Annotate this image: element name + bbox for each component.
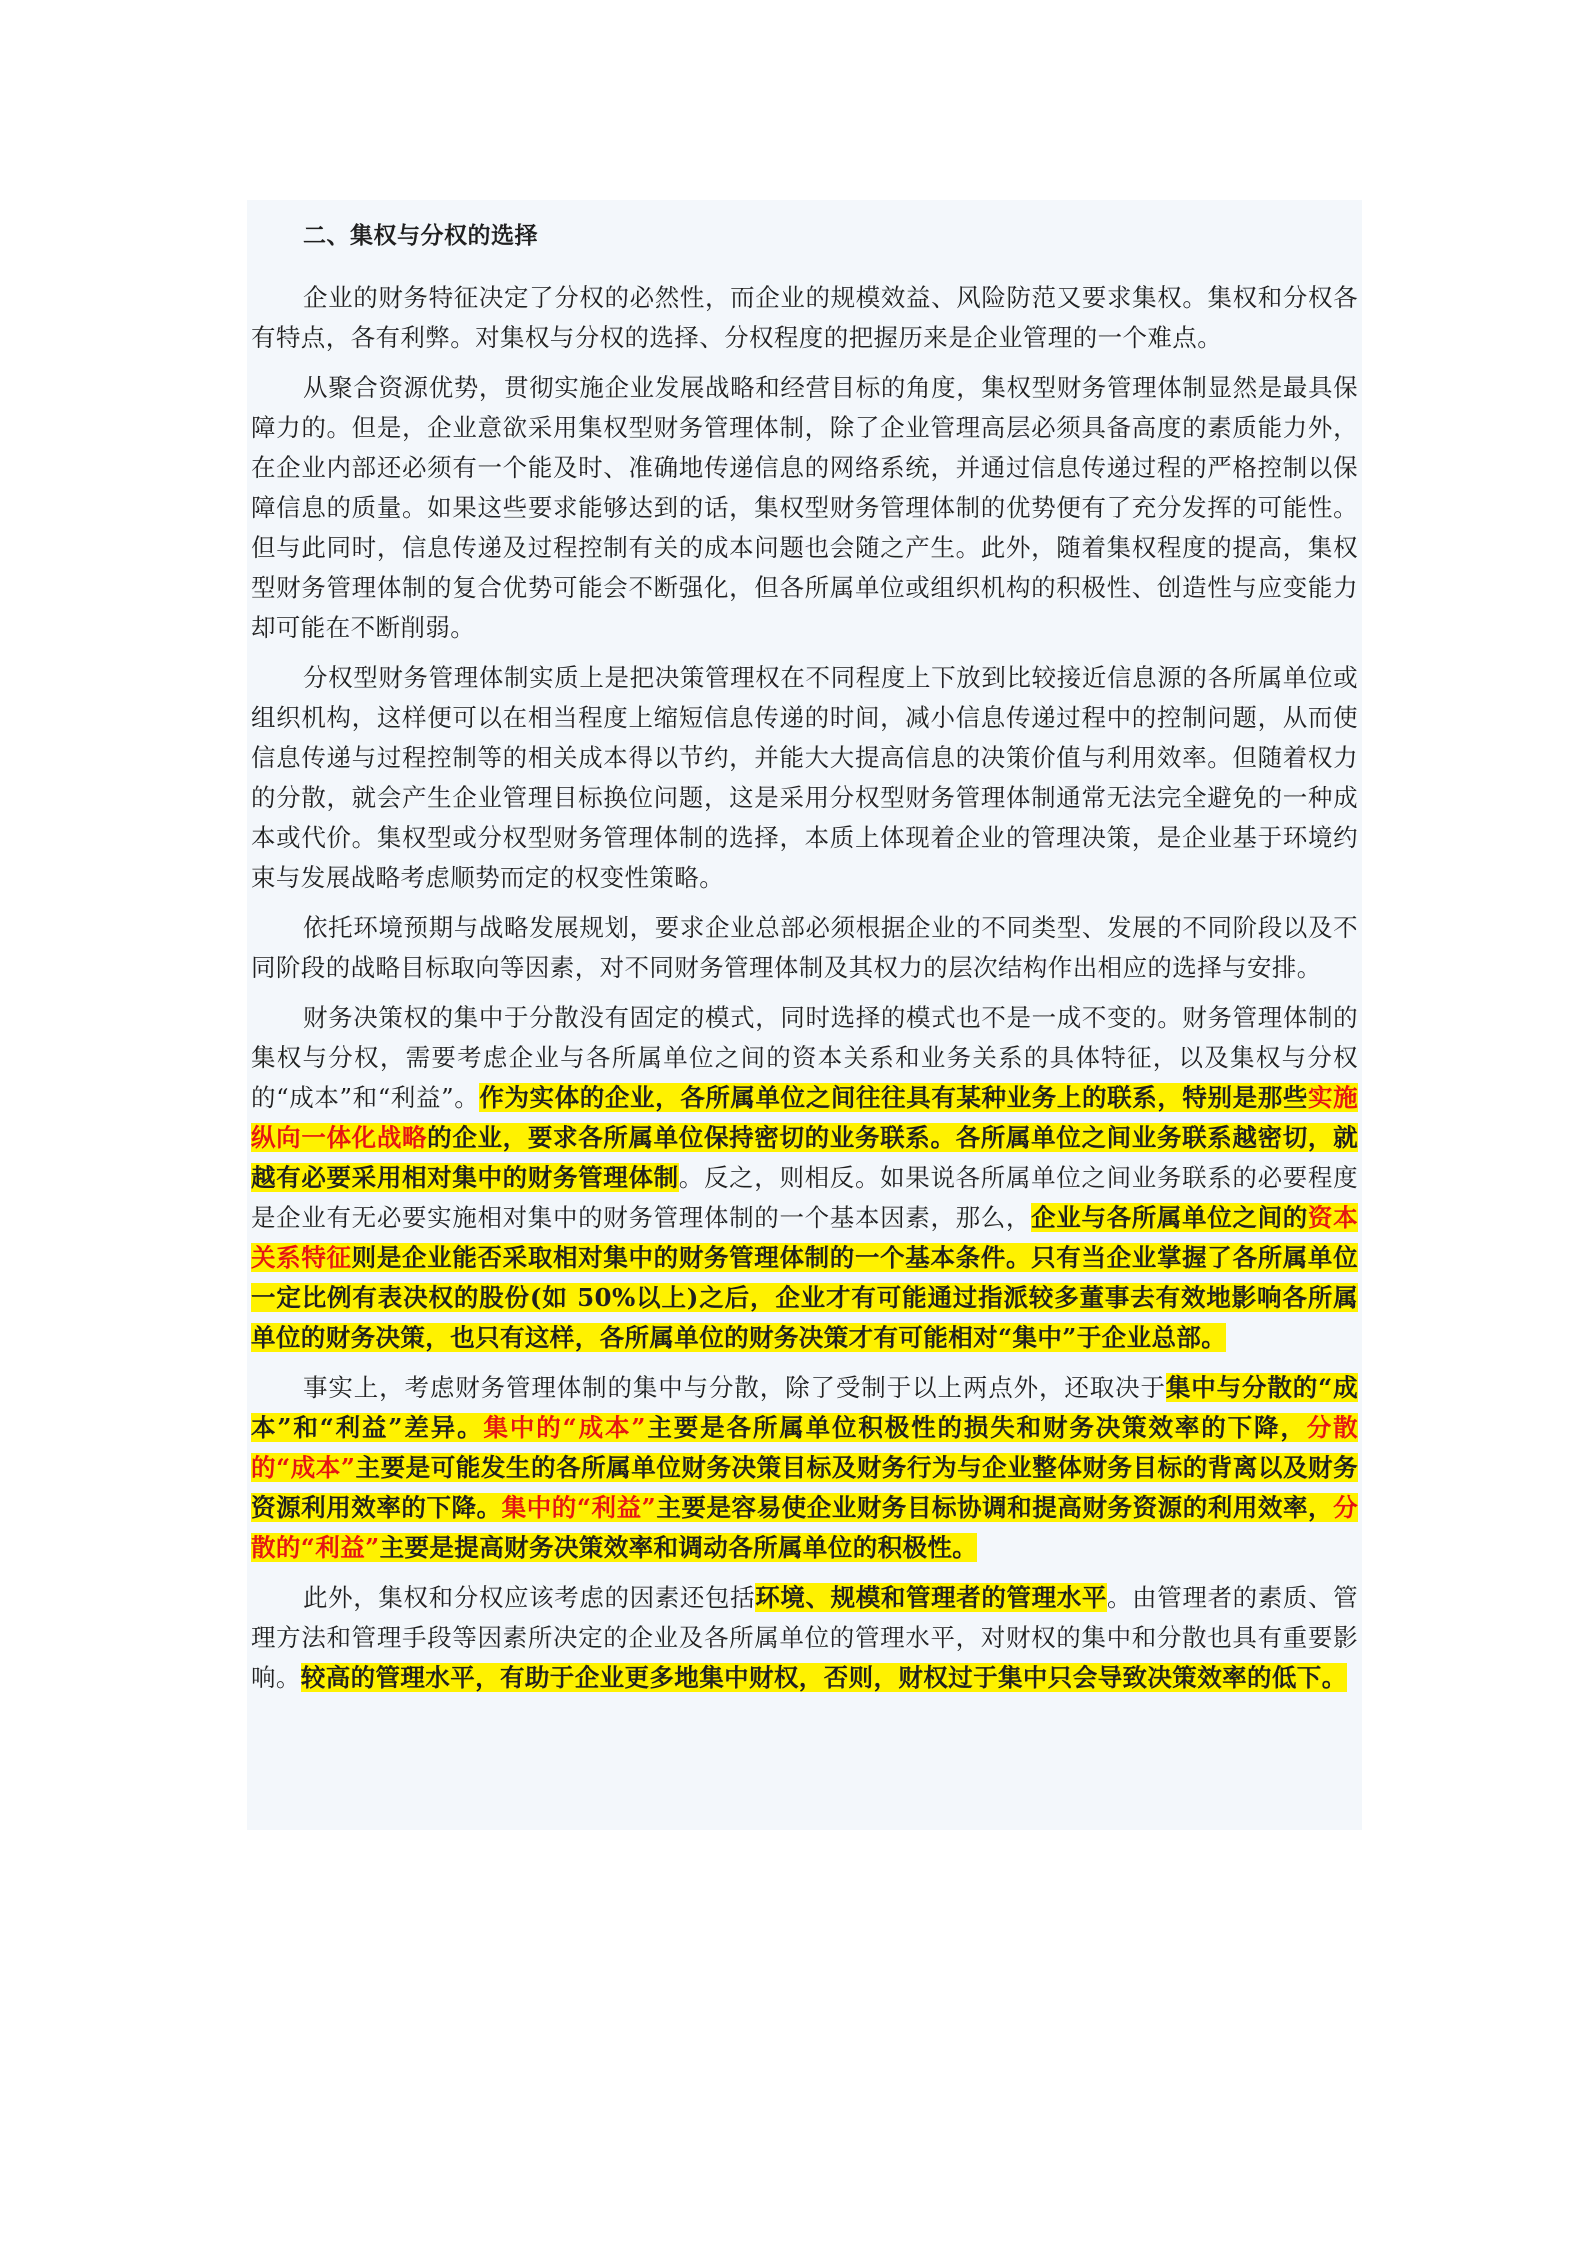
- text-run: 事实上，考虑财务管理体制的集中与分散，除了受制于以上两点外，还取决于: [303, 1373, 1166, 1402]
- text-run: 企业的财务特征决定了分权的必然性，而企业的规模效益、风险防范又要求集权。集权和分权各有特点，各有利弊。对集权与分权的选择、分权程度的把握历来是企业管理的一个难点。: [251, 283, 1358, 352]
- highlighted-red-text: 实施纵向一体化战略: [251, 1083, 1358, 1152]
- highlighted-red-text: 集中的“利益”: [501, 1493, 657, 1522]
- paragraph: [251, 998, 1358, 1358]
- highlighted-red-text: 资本关系特征: [251, 1203, 1358, 1272]
- text-run: 。反之，则相反。如果说各所属单位之间业务联系的必要程度是企业有无必要实施相对集中的财务管理体制的一个基本因素，那么，: [251, 1163, 1358, 1232]
- text-run: 。由管理者的素质、管理方法和管理手段等因素所决定的企业及各所属单位的管理水平，对财权的集中和分散也具有重要影响。: [251, 1583, 1359, 1692]
- highlighted-text: 主要是各所属单位积极性的损失和财务决策效率的下降，: [645, 1413, 1307, 1442]
- highlighted-red-text: 分散的“利益”: [251, 1493, 1359, 1562]
- highlighted-text: 作为实体的企业，各所属单位之间往往具有某种业务上的联系，特别是那些: [479, 1083, 1308, 1112]
- highlighted-text: 较高的管理水平，有助于企业更多地集中财权，否则，财权过于集中只会导致决策效率的低下。: [300, 1663, 1347, 1692]
- paragraph: [251, 278, 1358, 358]
- text-run: 此外，集权和分权应该考虑的因素还包括: [303, 1583, 756, 1612]
- document-page: [247, 200, 1362, 1830]
- text-run: 财务决策权的集中于分散没有固定的模式，同时选择的模式也不是一成不变的。财务管理体制的集权与分权，需要考虑企业与各所属单位之间的资本关系和业务关系的具体特征，以及集权与分权的“成本”和“利益”。: [251, 1003, 1358, 1112]
- paragraph: [251, 368, 1358, 648]
- text-run: 从聚合资源优势，贯彻实施企业发展战略和经营目标的角度，集权型财务管理体制显然是最具保障力的。但是，企业意欲采用集权型财务管理体制，除了企业管理高层必须具备高度的素质能力外，在企业内部还必须有一个能及时、准确地传递信息的网络系统，并通过信息传递过程的严格控制以保障信息的质量。如果这些要求能够达到的话，集权型财务管理体制的优势便有了充分发挥的可能性。但与此同时，信息传递及过程控制有关的成本问题也会随之产生。此外，随着集权程度的提高，集权型财务管理体制的复合优势可能会不断强化，但各所属单位或组织机构的积极性、创造性与应变能力却可能在不断削弱。: [251, 373, 1358, 642]
- text-run: 分权型财务管理体制实质上是把决策管理权在不同程度上下放到比较接近信息源的各所属单位或组织机构，这样便可以在相当程度上缩短信息传递的时间，减小信息传递过程中的控制问题，从而使信息传递与过程控制等的相关成本得以节约，并能大大提高信息的决策价值与利用效率。但随着权力的分散，就会产生企业管理目标换位问题，这是采用分权型财务管理体制通常无法完全避免的一种成本或代价。集权型或分权型财务管理体制的选择，本质上体现着企业的管理决策，是企业基于环境约束与发展战略考虑顺势而定的权变性策略。: [251, 663, 1358, 892]
- section-heading: 二、集权与分权的选择: [303, 222, 538, 249]
- paragraph: [251, 658, 1358, 898]
- highlighted-text: 主要是可能发生的各所属单位财务决策目标及财务行为与企业整体财务目标的背离以及财务资源利用效率的下降。: [251, 1453, 1359, 1522]
- highlighted-text: 主要是容易使企业财务目标协调和提高财务资源的利用效率，: [656, 1493, 1334, 1522]
- paragraph: [251, 1368, 1358, 1568]
- highlighted-text: 集中与分散的“成本”和“利益”差异。: [251, 1373, 1358, 1442]
- highlighted-text: 环境、规模和管理者的管理水平: [755, 1583, 1107, 1612]
- paragraph: [251, 908, 1358, 988]
- highlighted-red-text: 集中的“成本”: [483, 1413, 646, 1442]
- highlighted-red-text: 分散的“成本”: [251, 1413, 1359, 1482]
- highlighted-text: 则是企业能否采取相对集中的财务管理体制的一个基本条件。只有当企业掌握了各所属单位一定比例有表决权的股份(如 50%以上)之后，企业才有可能通过指派较多董事去有效地影响各所属单位的财务决策，也只有这样，各所属单位的财务决策才有可能相对“集中”于企业总部。: [251, 1243, 1358, 1352]
- paragraph: [251, 1578, 1358, 1698]
- highlighted-text: 主要是提高财务决策效率和调动各所属单位的积极性。: [379, 1533, 978, 1562]
- highlighted-text: 的企业，要求各所属单位保持密切的业务联系。各所属单位之间业务联系越密切，就越有必要采用相对集中的财务管理体制: [251, 1123, 1358, 1192]
- text-run: 依托环境预期与战略发展规划，要求企业总部必须根据企业的不同类型、发展的不同阶段以及不同阶段的战略目标取向等因素，对不同财务管理体制及其权力的层次结构作出相应的选择与安排。: [251, 913, 1358, 982]
- highlighted-text: 企业与各所属单位之间的: [1031, 1203, 1308, 1232]
